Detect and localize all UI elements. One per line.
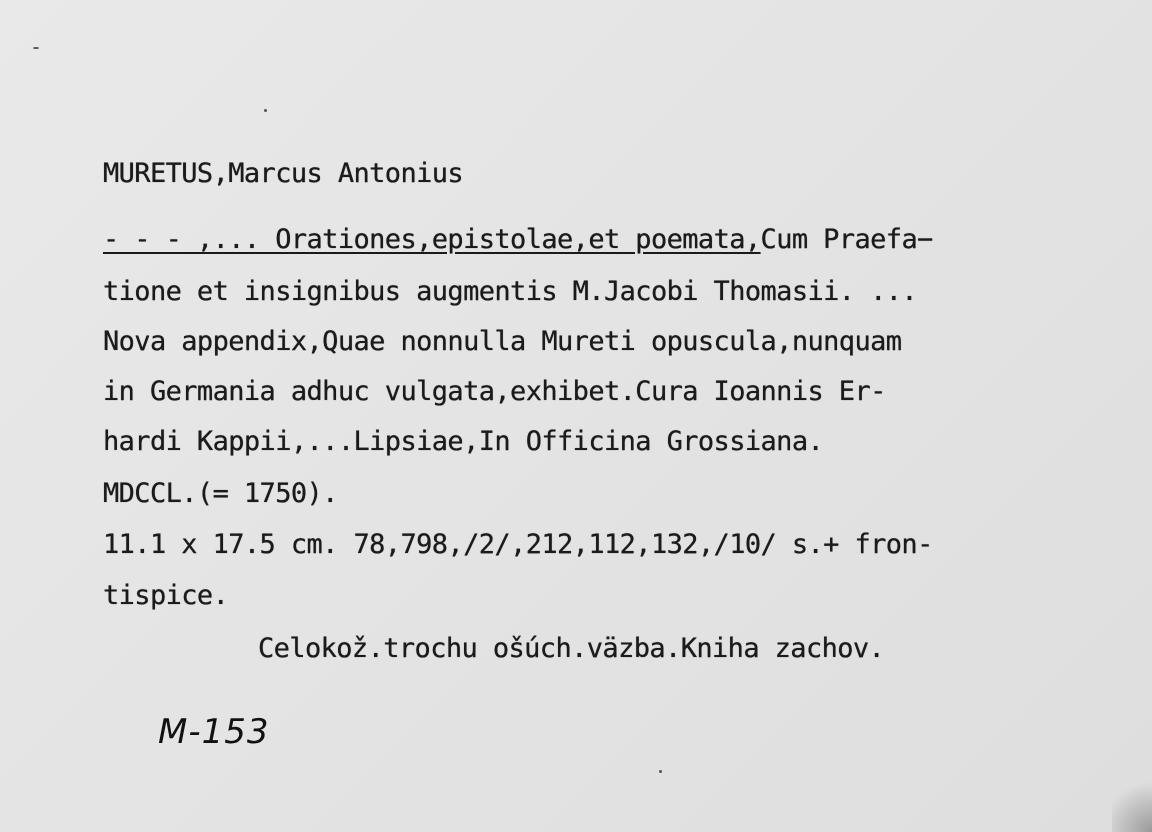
physical-description-line-2: tispice. [103,580,229,611]
author-heading: MURETUS,Marcus Antonius [103,158,464,189]
speck [33,47,39,49]
card-corner-shadow [1112,772,1152,832]
condition-note: Celokož.trochu ošúch.väzba.Kniha zachov. [258,633,885,664]
title-prefix: - - - ,... [103,224,276,255]
date-line: MDCCL.(= 1750). [103,478,338,509]
title-line-1 [103,224,933,256]
title-line-4: in Germania adhuc vulgata,exhibet.Cura Ioannis Er- [103,376,886,407]
title-underlined: Orationes,epistolae,et poemata, [275,224,761,255]
speck [264,109,267,112]
title-line-1-rest: Cum Praefa− [760,224,933,255]
title-line-3: Nova appendix,Quae nonnulla Mureti opuscula,nunquam [103,326,902,357]
title-line-2: tione et insignibus augmentis M.Jacobi Thomasii. ... [103,276,918,307]
shelfmark-handwritten: M-153 [158,712,270,752]
physical-description-line-1: 11.1 x 17.5 cm. 78,798,/2/,212,112,132,/10/ s.+ fron- [103,529,933,560]
speck [659,770,662,773]
title-line-5: hardi Kappii,...Lipsiae,In Officina Grossiana. [103,426,824,457]
